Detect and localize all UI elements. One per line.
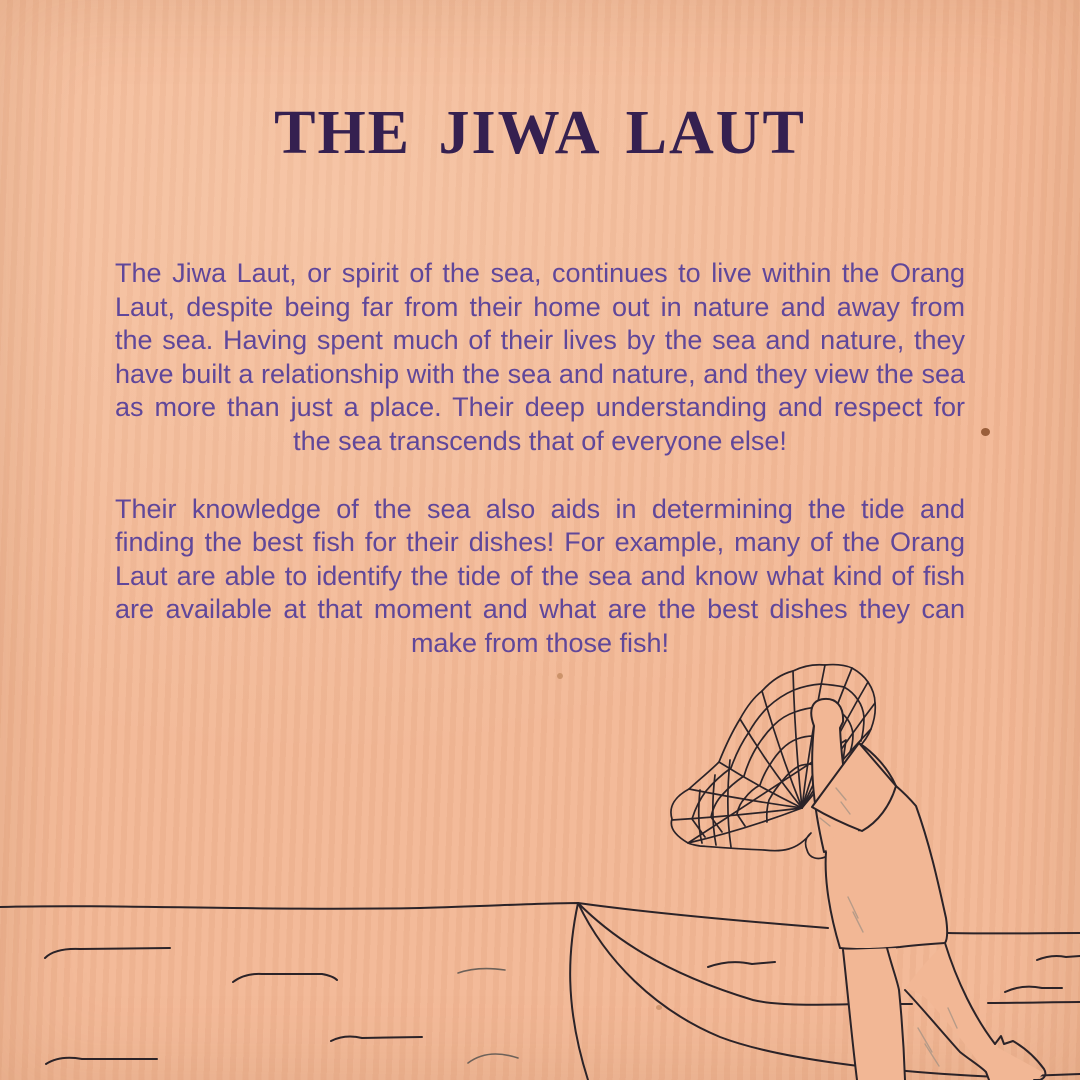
- boat-stem: [570, 903, 588, 1080]
- boat-gunwale: [578, 903, 1080, 1005]
- boat-hull: [578, 903, 1080, 1077]
- paragraph-1: The Jiwa Laut, or spirit of the sea, continues to live within the Orang Laut, despite being far from their home out in nature and away from the sea. Having spent much of their lives by the sea and nature, they have built a relationship with the sea and nature, and they view the sea as more than just a place. Their deep understanding and respect for the sea transcends that of everyone else!: [115, 258, 965, 456]
- body-text: [115, 257, 965, 661]
- paragraph-2: Their knowledge of the sea also aids in determining the tide and finding the best fish for their dishes! For example, many of the Orang Laut are able to identify the tide of the sea and know what kind of fish are available at that moment and what are the best dishes they can make from those fish!: [115, 493, 965, 658]
- page-title: THE JIWA LAUT: [274, 99, 806, 167]
- fisherman-back-leg: [843, 948, 905, 1080]
